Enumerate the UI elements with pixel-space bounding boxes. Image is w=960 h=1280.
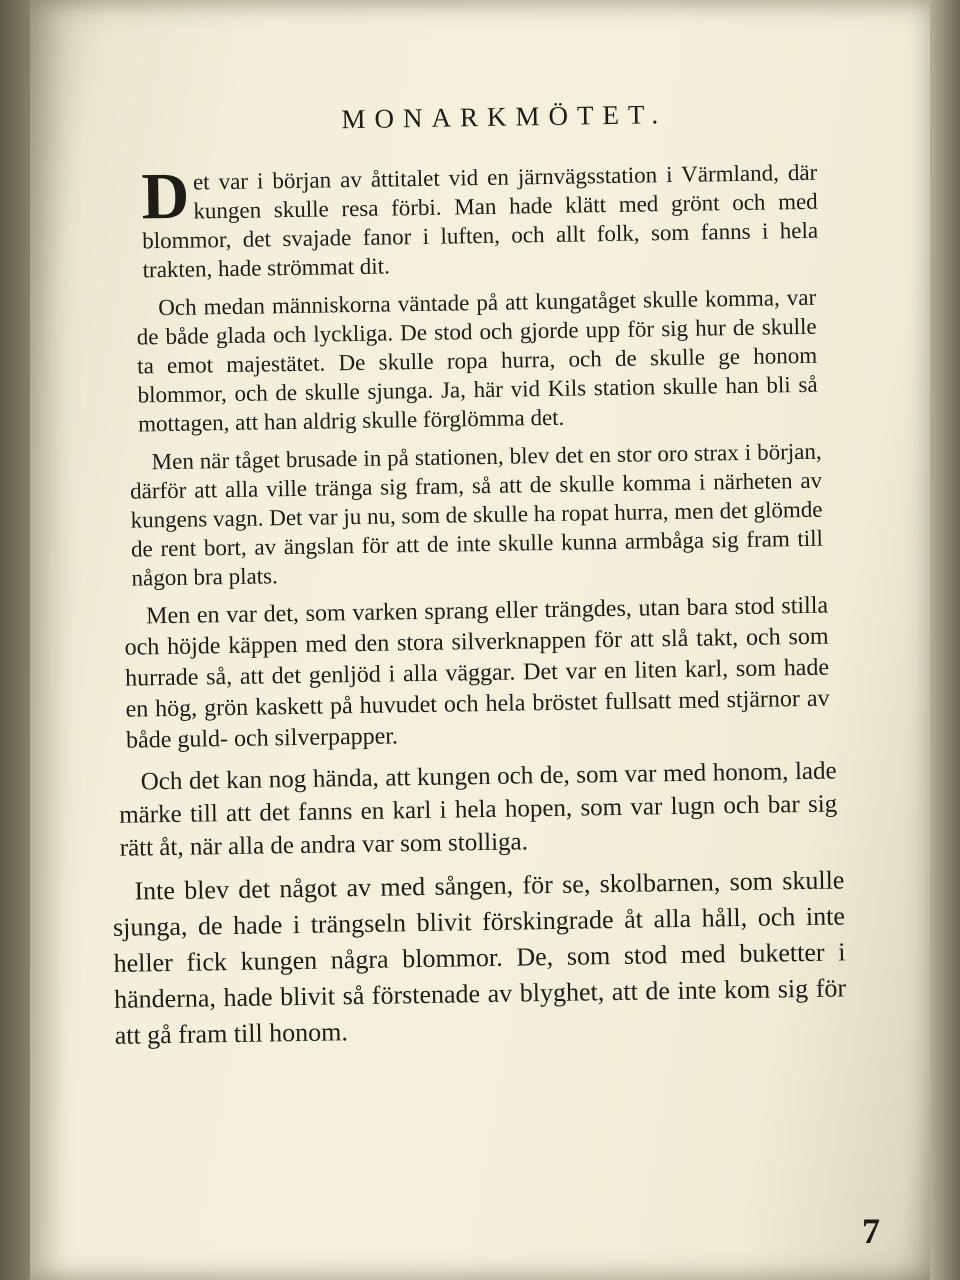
chapter-title: MONARKMÖTET. bbox=[341, 99, 668, 135]
book-edge-right bbox=[930, 0, 960, 1280]
drop-cap: D bbox=[140, 159, 190, 234]
paragraph-3: Men när tåget brusade in på stationen, blev det en stor oro strax i början, därför att alla ville tränga sig fram, så att de skulle komma i närheten av kungens vagn. Det var ju nu, som de skulle ha ropat hurra, men det glömde de rent bort, av ängslan för att de inte skulle kunna armbåga sig fram till någon bra plats. bbox=[129, 438, 824, 591]
page-number: 7 bbox=[862, 1211, 880, 1251]
paragraph-4: Men en var det, som varken sprang eller trängdes, utan bara stod stilla och höjde käppen med den stora silverknappen för att slå takt, och som hurrade så, att det genljöd i alla väggar. Det var en liten karl, som hade en hög, grön kaskett på huvudet och hela bröstet fullsatt med stjärnor av både guld- och silverpapper. bbox=[124, 592, 830, 754]
paragraph-6: Inte blev det något av med sången, för se, skolbarnen, som skulle sjunga, de hade i trängseln blivit förskingrade åt alla håll, och inte heller fick kungen några blommor. De, som stod med buketter i händerna, hade blivit så förstenade av blyghet, att de inte kom sig för att gå fram till honom. bbox=[112, 865, 847, 1050]
paragraph-1 bbox=[141, 158, 819, 285]
paragraph-1-text: et var i början av åttitalet vid en järnvägsstation i Värmland, där kungen skulle resa förbi. Man hade klätt med grönt och med blommor, det svajade fanor i luften, och allt folk, som fanns i hela trakten, hade strömmat dit. bbox=[142, 159, 819, 283]
paragraph-2: Och medan människorna väntade på att kungatåget skulle komma, var de både glada och lyckliga. De stod och gjorde upp för sig hur de skulle ta emot majestätet. De skulle ropa hurra, och de skulle ge honom blommor, och de skulle sjunga. Ja, här vid Kils station skulle han bli så mottagen, att han aldrig skulle förglömma det. bbox=[136, 284, 818, 437]
text-block bbox=[100, 88, 875, 1063]
paragraph-5: Och det kan nog hända, att kungen och de, som var med honom, lade märke till att det fanns en karl i hela hopen, som var lugn och bar sig rätt åt, när alla de andra var som stolliga. bbox=[119, 757, 838, 862]
